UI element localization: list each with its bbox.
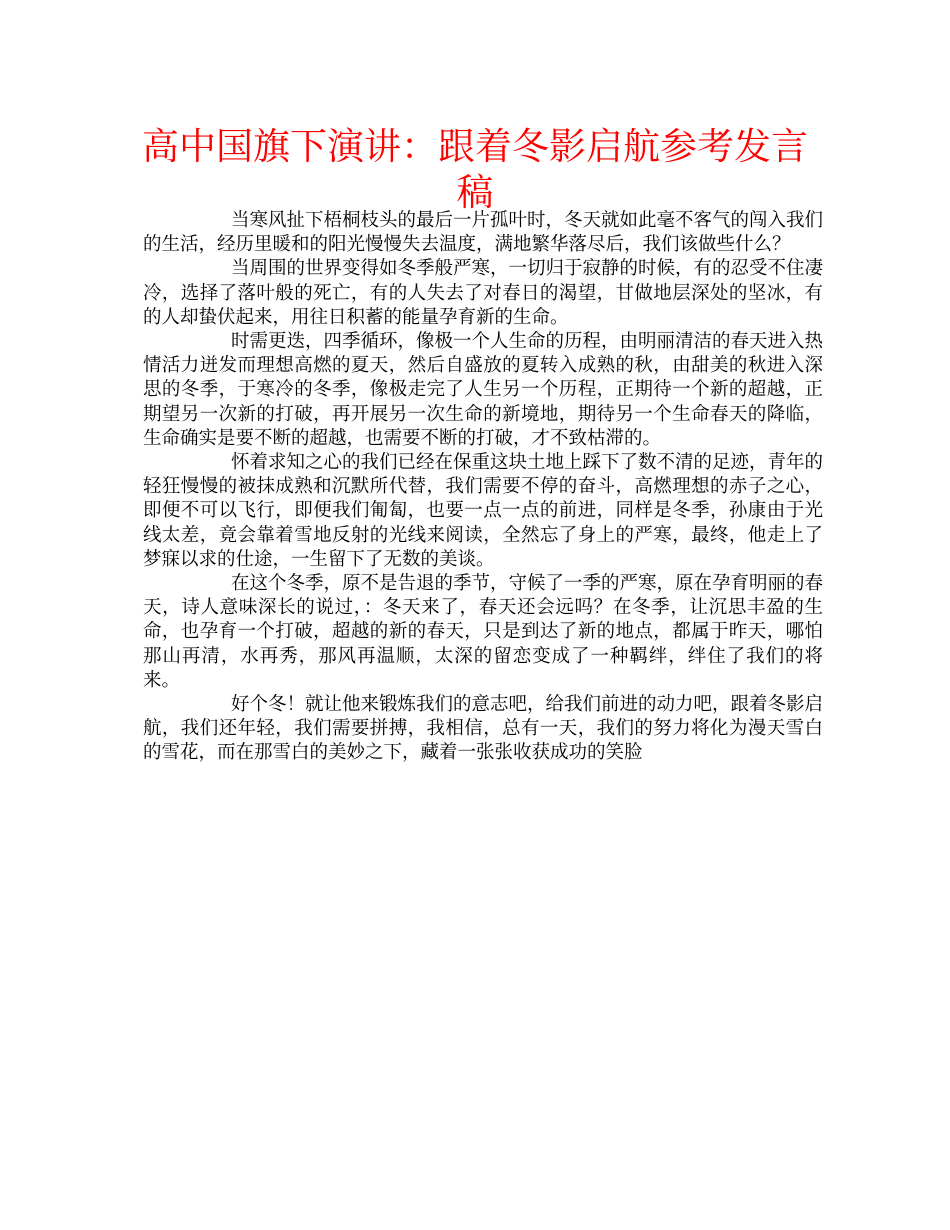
- paragraph-3: 时需更迭，四季循环，像极一个人生命的历程，由明丽清洁的春天进入热情活力迸发而理想高燃的夏天，然后自盛放的夏转入成熟的秋，由甜美的秋进入深思的冬季，于寒冷的冬季，像极走完了人生另一个历程，正期待一个新的超越，正期望另一次新的打破，再开展另一次生命的新境地，期待另一个生命春天的降临，生命确实是要不断的超越，也需要不断的打破，才不致枯滞的。: [143, 331, 824, 449]
- paragraph-2: 当周围的世界变得如冬季般严寒，一切归于寂静的时候，有的忍受不住凄冷，选择了落叶般的死亡，有的人失去了对春日的渴望，甘做地层深处的坚冰，有的人却蛰伏起来，用往日积蓄的能量孕育新的生命。: [143, 258, 824, 328]
- paragraph-1: 当寒风扯下梧桐枝头的最后一片孤叶时，冬天就如此毫不客气的闯入我们的生活，经历里暖和的阳光慢慢失去温度，满地繁华落尽后，我们该做些什么？: [143, 210, 824, 256]
- paragraph-4: 怀着求知之心的我们已经在保重这块土地上踩下了数不清的足迹，青年的轻狂慢慢的被抹成熟和沉默所代替，我们需要不停的奋斗，高燃理想的赤子之心，即便不可以飞行，即便我们匍匐，也要一点一点的前进，同样是冬季，孙康由于光线太差，竟会靠着雪地反射的光线来阅读，全然忘了身上的严寒，最终，他走上了梦寐以求的仕途，一生留下了无数的美谈。: [143, 452, 824, 570]
- document-body: [143, 209, 823, 766]
- document-title: 高中国旗下演讲：跟着冬影启航参考发言稿: [142, 125, 808, 214]
- paragraph-6: 好个冬！就让他来锻炼我们的意志吧，给我们前进的动力吧，跟着冬影启航，我们还年轻，我们需要拼搏，我相信，总有一天，我们的努力将化为漫天雪白的雪花，而在那雪白的美妙之下，藏着一张张收获成功的笑脸: [143, 694, 824, 764]
- paragraph-5: 在这个冬季，原不是告退的季节，守候了一季的严寒，原在孕育明丽的春天，诗人意味深长的说过，：冬天来了，春天还会远吗？在冬季，让沉思丰盈的生命，也孕育一个打破，超越的新的春天，只是到达了新的地点，都属于昨天，哪怕那山再清，水再秀，那风再温顺，太深的留恋变成了一种羁绊，绊住了我们的将来。: [143, 573, 824, 691]
